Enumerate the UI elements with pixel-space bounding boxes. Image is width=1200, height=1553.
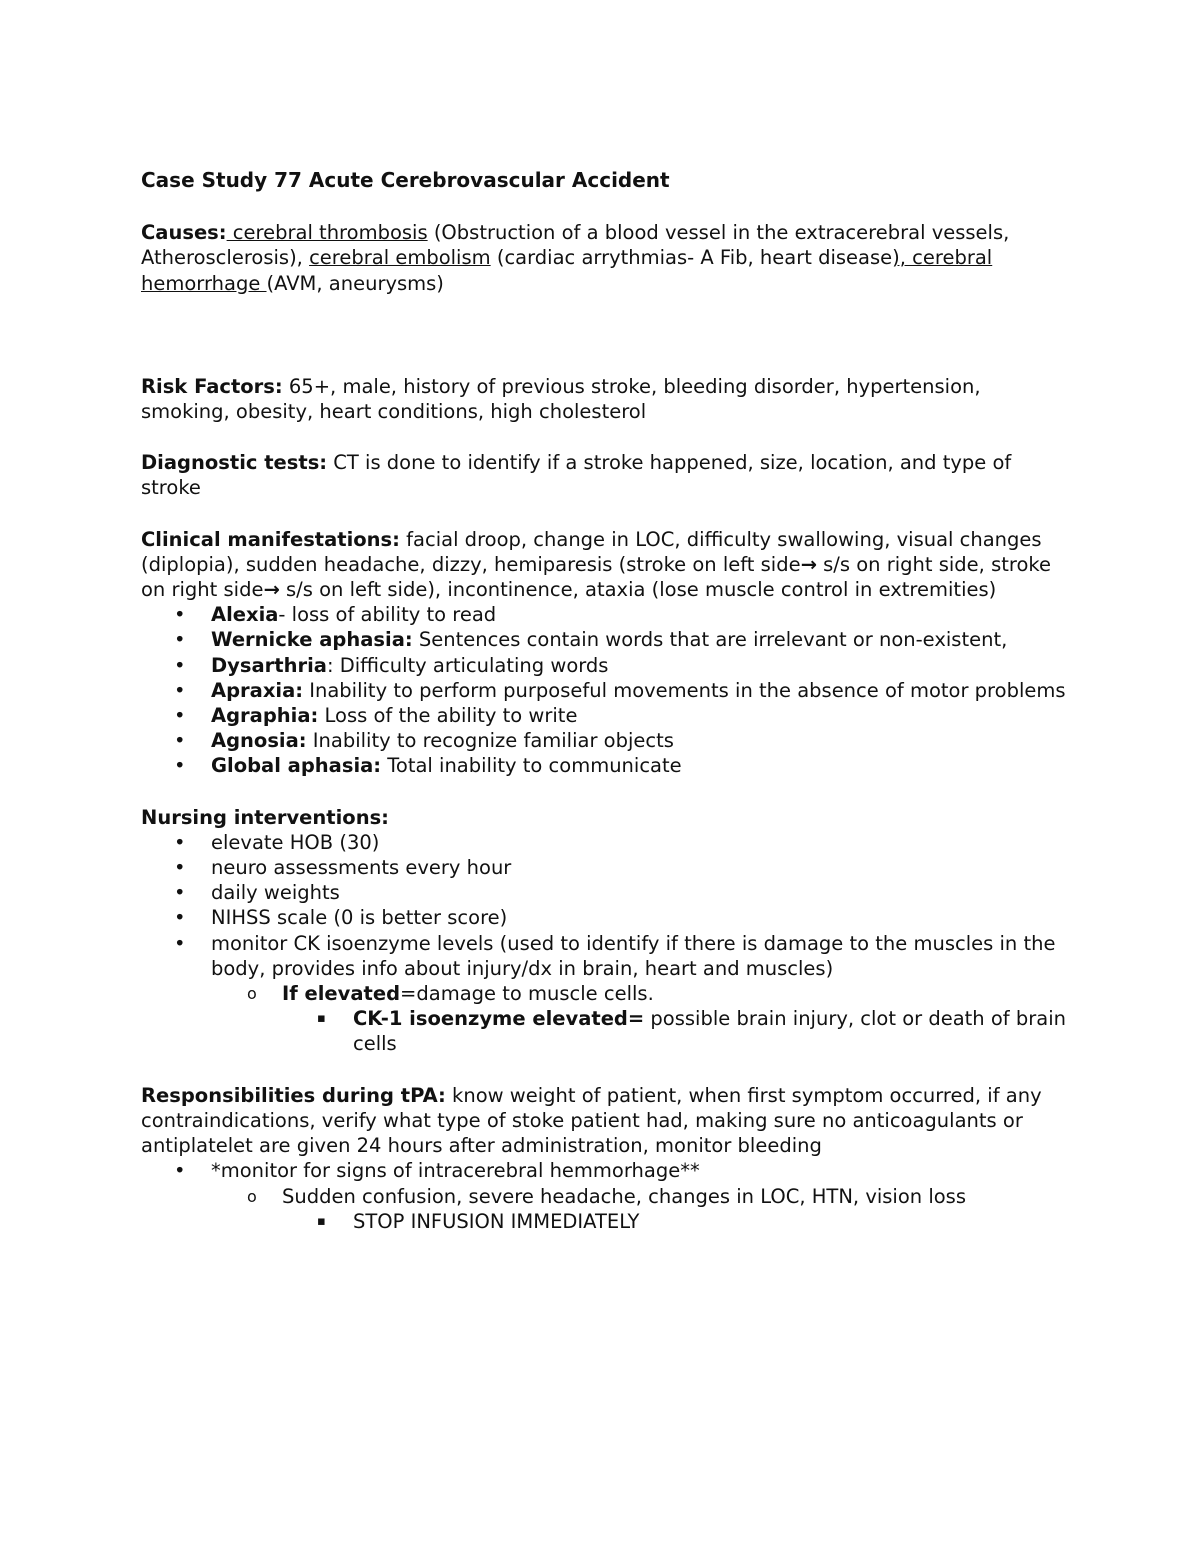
bullet-icon: • — [174, 628, 186, 652]
cause-thrombosis-description: (Obstruction of a blood vessel in the extracerebral vessels, Atherosclerosis), — [141, 221, 1010, 270]
term-description: : Difficulty articulating words — [326, 653, 609, 677]
arrow-right-icon: → — [263, 578, 280, 602]
bullet-icon: • — [174, 678, 186, 702]
term: Wernicke aphasia: — [211, 628, 413, 652]
diagnostic-tests-text: CT is done to identify if a stroke happened, size, location, and type of stroke — [141, 451, 1012, 500]
list-item — [141, 602, 1066, 627]
clinical-text-part2: s/s on right side, stroke on right side — [141, 552, 1051, 602]
term: CK-1 isoenzyme elevated= — [353, 1007, 645, 1031]
term-description: Inability to recognize familiar objects — [306, 729, 674, 753]
list-item — [141, 753, 1066, 778]
sub-sub-list-item — [141, 1209, 1066, 1234]
list-item — [141, 931, 1066, 981]
causes-section — [141, 220, 1066, 296]
bullet-icon: • — [174, 881, 186, 905]
term: Global aphasia: — [211, 754, 382, 778]
list-item — [141, 627, 1066, 652]
list-item-text: STOP INFUSION IMMEDIATELY — [353, 1209, 640, 1233]
term-description: Total inability to communicate — [381, 754, 682, 778]
nursing-interventions-section — [141, 805, 1066, 1057]
sub-list-item — [141, 981, 1066, 1006]
circle-bullet-icon: o — [247, 1186, 257, 1206]
cause-cerebral-hemorrhage: ), cerebral hemorrhage — [141, 246, 993, 295]
nursing-interventions-label: Nursing interventions: — [141, 805, 389, 829]
causes-label: Causes: — [141, 221, 227, 245]
list-item — [141, 1158, 1066, 1183]
term-description: possible brain injury, clot or death of brain cells — [353, 1007, 1066, 1056]
term: Dysarthria — [211, 653, 327, 677]
arrow-right-icon: → — [800, 552, 817, 576]
term: Alexia — [211, 603, 279, 627]
cause-cerebral-thrombosis: cerebral thrombosis — [226, 221, 428, 245]
list-item — [141, 855, 1066, 880]
list-item — [141, 830, 1066, 855]
bullet-icon: • — [174, 1159, 186, 1183]
square-bullet-icon: ▪ — [317, 1213, 326, 1229]
bullet-icon: • — [174, 704, 186, 728]
list-item — [141, 678, 1066, 703]
nursing-interventions-list — [141, 830, 1066, 981]
term: Agraphia: — [211, 704, 319, 728]
bullet-icon: • — [174, 603, 186, 627]
term-description: - loss of ability to read — [278, 603, 497, 627]
term: If elevated — [282, 982, 401, 1006]
risk-factors-text: 65+, male, history of previous stroke, bleeding disorder, hypertension, smoking, obesity, heart conditions, high cholesterol — [141, 374, 981, 424]
bullet-icon: • — [174, 653, 186, 677]
term-description: Inability to perform purposeful movements in the absence of motor problems — [303, 678, 1066, 702]
clinical-text-part1: facial droop, change in LOC, difficulty swallowing, visual changes (diplopia), sudden headache, dizzy, hemiparesis (stroke on left side — [141, 527, 1042, 576]
tpa-responsibilities-section — [141, 1083, 1066, 1234]
tpa-responsibilities-text: know weight of patient, when first symptom occurred, if any contraindications, verify what type of stoke patient had, making sure no anticoagulants or antiplatelet are given 24 hours after administration, monitor bleeding — [141, 1083, 1042, 1158]
list-item — [141, 905, 1066, 930]
list-item-text: daily weights — [211, 881, 340, 905]
bullet-icon: • — [174, 906, 186, 930]
clinical-manifestations-section — [141, 527, 1066, 779]
document-title: Case Study 77 Acute Cerebrovascular Accident — [141, 168, 670, 192]
list-item — [141, 703, 1066, 728]
cause-cerebral-embolism: cerebral embolism — [309, 246, 491, 270]
sub-list-item — [141, 1184, 1066, 1209]
list-item-text: elevate HOB (30) — [211, 830, 380, 854]
list-item-text: neuro assessments every hour — [211, 856, 512, 880]
bullet-icon: • — [174, 931, 186, 955]
tpa-list — [141, 1158, 1066, 1183]
square-bullet-icon: ▪ — [317, 1011, 326, 1027]
list-item-text: NIHSS scale (0 is better score) — [211, 906, 508, 930]
clinical-manifestations-label: Clinical manifestations: — [141, 527, 400, 551]
list-item — [141, 653, 1066, 678]
term: Apraxia: — [211, 678, 304, 702]
document-page — [141, 168, 1066, 1234]
tpa-responsibilities-label: Responsibilities during tPA: — [141, 1083, 446, 1107]
clinical-manifestations-list — [141, 602, 1066, 778]
list-item-text: monitor CK isoenzyme levels (used to identify if there is damage to the muscles in the body, provides info about injury/dx in brain, heart and muscles) — [211, 931, 1056, 980]
sub-sub-list-item — [141, 1006, 1066, 1056]
list-item — [141, 728, 1066, 753]
circle-bullet-icon: o — [247, 984, 257, 1004]
cause-hemorrhage-description: (AVM, aneurysms) — [266, 271, 444, 295]
bullet-icon: • — [174, 856, 186, 880]
diagnostic-tests-section — [141, 450, 1066, 500]
bullet-icon: • — [174, 830, 186, 854]
risk-factors-label: Risk Factors: — [141, 374, 283, 398]
list-item-text: Sudden confusion, severe headache, changes in LOC, HTN, vision loss — [282, 1184, 967, 1208]
risk-factors-section — [141, 374, 1066, 424]
cause-embolism-description: (cardiac arrythmias- A Fib, heart disease — [490, 246, 893, 270]
list-item-text: *monitor for signs of intracerebral hemmorhage** — [211, 1159, 700, 1183]
term-description: Loss of the ability to write — [318, 704, 578, 728]
bullet-icon: • — [174, 729, 186, 753]
diagnostic-tests-label: Diagnostic tests: — [141, 451, 328, 475]
term-description: Sentences contain words that are irrelevant or non-existent, — [412, 628, 1008, 652]
list-item — [141, 880, 1066, 905]
term: Agnosia: — [211, 729, 307, 753]
bullet-icon: • — [174, 754, 186, 778]
term-description: =damage to muscle cells. — [400, 982, 654, 1006]
clinical-text-part3: s/s on left side), incontinence, ataxia (lose muscle control in extremities) — [279, 578, 997, 602]
